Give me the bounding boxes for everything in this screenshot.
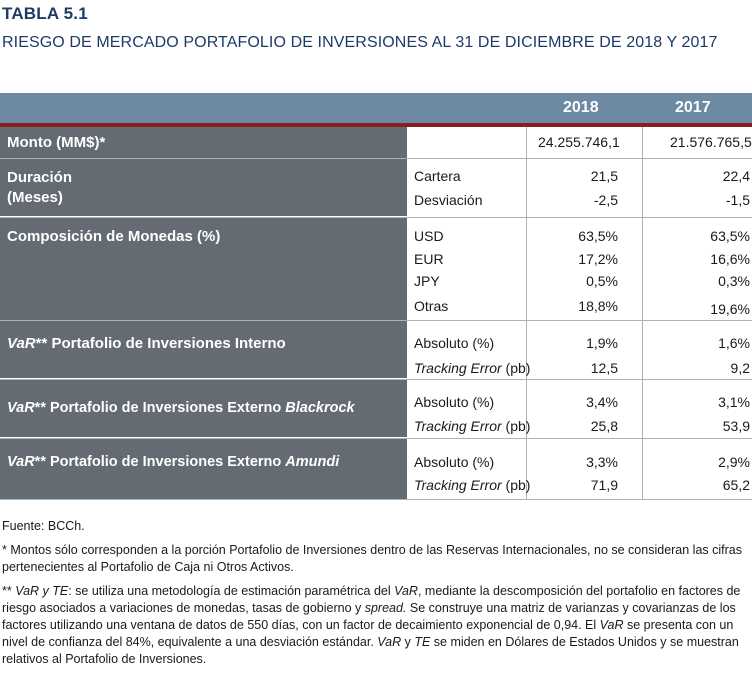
row-label-var-interno: VaR** Portafolio de Inversiones Interno — [0, 321, 407, 378]
column-header-2018: 2018 — [563, 99, 599, 116]
monedas-usd-label: USD — [414, 228, 444, 244]
var-amundi-absoluto-label: Absoluto (%) — [414, 454, 495, 470]
var-interno-te-2018: 12,5 — [590, 360, 618, 376]
table-title: RIESGO DE MERCADO PORTAFOLIO DE INVERSIONES AL 31 DE DICIEMBRE DE 2018 Y 2017 — [2, 34, 718, 51]
var-amundi-te-2017: 65,2 — [722, 477, 750, 493]
var-amundi-te-2018: 71,9 — [590, 477, 618, 493]
duracion-cartera-2017: 22,4 — [722, 168, 750, 184]
footnote-1: * Montos sólo corresponden a la porción Portafolio de Inversiones dentro de las Reservas Internacionales, no se consideran las cifras pertenecientes al Portafolio de Caja ni Otros Activos. — [2, 543, 742, 574]
monto-2017: 21.576.765,5 — [670, 134, 752, 150]
duracion-desviacion-label: Desviación — [414, 192, 483, 208]
footnote-2: ** VaR y TE: se utiliza una metodología de estimación paramétrica del VaR, mediante la descomposición del portafolio en factores de riesgo asociados a variaciones de monedas, tasas de gobierno y spread. Se construye una matriz de varianzas y covarianzas de los factores utilizando una ventana de datos de 550 días, con un factor de decaimiento exponencial de 0,94. El VaR se presenta con un nivel de confianza del 84%, equivalente a una desviación estándar. VaR y TE se miden en Dólares de Estados Unidos y se muestran relativos al Portafolio de Inversiones. — [2, 584, 741, 666]
monedas-otras-2018: 18,8% — [578, 298, 618, 314]
monedas-jpy-2017: 0,3% — [718, 273, 750, 289]
row-label-monedas: Composición de Monedas (%) — [0, 218, 407, 320]
duracion-cartera-2018: 21,5 — [590, 168, 618, 184]
var-blackrock-absoluto-label: Absoluto (%) — [414, 394, 495, 410]
row-label-duracion: Duración (Meses) — [0, 159, 407, 216]
var-interno-absoluto-2018: 1,9% — [586, 335, 618, 351]
monedas-jpy-2018: 0,5% — [586, 273, 618, 289]
var-blackrock-te-2017: 53,9 — [722, 418, 750, 434]
row-label-var-blackrock: VaR** Portafolio de Inversiones Externo Blackrock — [0, 380, 407, 437]
var-interno-te-label: Tracking Error (pb) — [414, 360, 531, 376]
column-divider-2018 — [526, 127, 527, 500]
monedas-eur-label: EUR — [414, 251, 444, 267]
table-bottom-border — [0, 499, 752, 500]
var-interno-te-2017: 9,2 — [730, 360, 750, 376]
var-blackrock-te-label: Tracking Error (pb) — [414, 418, 531, 434]
column-header-2017: 2017 — [675, 99, 711, 116]
var-blackrock-absoluto-2017: 3,1% — [718, 394, 750, 410]
var-amundi-absoluto-2018: 3,3% — [586, 454, 618, 470]
monedas-otras-2017: 19,6% — [710, 301, 750, 317]
var-amundi-te-label: Tracking Error (pb) — [414, 477, 531, 493]
monedas-jpy-label: JPY — [414, 273, 440, 289]
duracion-cartera-label: Cartera — [414, 168, 461, 184]
column-divider-2017 — [642, 127, 643, 500]
row-label-monto: Monto (MM$)* — [0, 127, 407, 158]
monto-2018: 24.255.746,1 — [538, 134, 620, 150]
var-interno-absoluto-label: Absoluto (%) — [414, 335, 495, 351]
monedas-usd-2018: 63,5% — [578, 228, 618, 244]
duracion-desviacion-2017: -1,5 — [725, 192, 750, 208]
monedas-usd-2017: 63,5% — [710, 228, 750, 244]
duracion-desviacion-2018: -2,5 — [593, 192, 618, 208]
table-number: TABLA 5.1 — [2, 4, 88, 23]
var-blackrock-te-2018: 25,8 — [590, 418, 618, 434]
var-blackrock-absoluto-2018: 3,4% — [586, 394, 618, 410]
monedas-otras-label: Otras — [414, 298, 449, 314]
monedas-eur-2017: 16,6% — [710, 251, 750, 267]
row-label-var-amundi: VaR** Portafolio de Inversiones Externo Amundi — [0, 439, 407, 499]
var-amundi-absoluto-2017: 2,9% — [718, 454, 750, 470]
footnote-source: Fuente: BCCh. — [2, 519, 85, 533]
var-interno-absoluto-2017: 1,6% — [718, 335, 750, 351]
column-header-band — [0, 93, 752, 123]
monedas-eur-2018: 17,2% — [578, 251, 618, 267]
